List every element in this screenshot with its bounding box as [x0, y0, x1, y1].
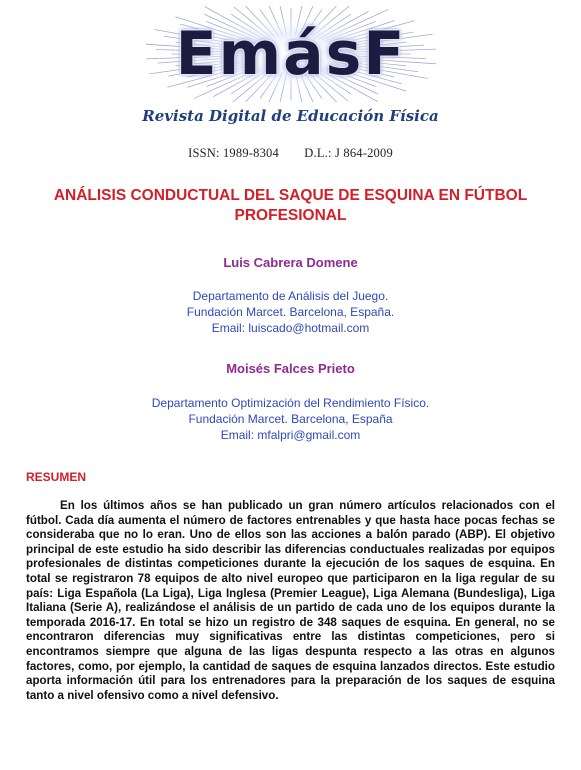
article-title: ANÁLISIS CONDUCTUAL DEL SAQUE DE ESQUINA EN FÚTBOL PROFESIONAL — [53, 187, 528, 224]
journal-logo — [0, 6, 581, 102]
emasf-logo-icon — [146, 6, 436, 102]
affiliation-department: Departamento de Análisis del Juego. — [192, 289, 389, 303]
issn-line — [0, 146, 581, 161]
author-name: Luis Cabrera Domene — [223, 255, 358, 270]
author-affiliation — [0, 288, 581, 336]
affiliation-institution: Fundación Marcet. Barcelona, España. — [186, 305, 395, 319]
legal-deposit: D.L.: J 864-2009 — [304, 146, 393, 160]
journal-name: Revista Digital de Educación Física — [142, 107, 439, 125]
abstract-text: En los últimos años se han publicado un gran número artículos relacionados con el fútbol. Cada día aumenta el número de factores entrenables y que hasta hace pocas fechas se consideraba que no lo eran. Uno de ellos son las acciones a balón parado (ABP). El objetivo principal de este estudio ha sido describir las diferencias conductuales realizadas por equipos profesionales de distintas competiciones durante la ejecución de los saques de esquina. En total se registraron 78 equipos de alto nivel europeo que participaron en la liga regular de su país: Liga Española (La Liga), Liga Inglesa (Premier League), Liga Alemana (Bundesliga), Liga Italiana (Serie A), realizándose el análisis de un partido de cada uno de los equipos durante la temporada 2016-17. En total se hizo un registro de 348 saques de esquina. En general, no se encontraron diferencias muy significativas entre las distintas competiciones, pero si encontramos siempre que alguna de las ligas despunta respecto a las otras en algunos factores, como, por ejemplo, la cantidad de saques de esquina lanzados directos. Este estudio aporta información útil para los entrenadores para la preparación de los saques de esquina tanto a nivel ofensivo como a nivel defensivo. — [26, 499, 555, 702]
issn: ISSN: 1989-8304 — [188, 146, 279, 160]
affiliation-email[interactable]: Email: mfalpri@gmail.com — [220, 428, 361, 442]
affiliation-email[interactable]: Email: luiscado@hotmail.com — [211, 321, 370, 335]
logo-text: EmásF — [175, 19, 406, 89]
author-name: Moisés Falces Prieto — [226, 361, 355, 376]
abstract-heading: RESUMEN — [26, 470, 87, 484]
affiliation-department: Departamento Optimización del Rendimiento Físico. — [151, 396, 430, 410]
author-affiliation — [0, 395, 581, 443]
affiliation-institution: Fundación Marcet. Barcelona, España — [188, 412, 393, 426]
